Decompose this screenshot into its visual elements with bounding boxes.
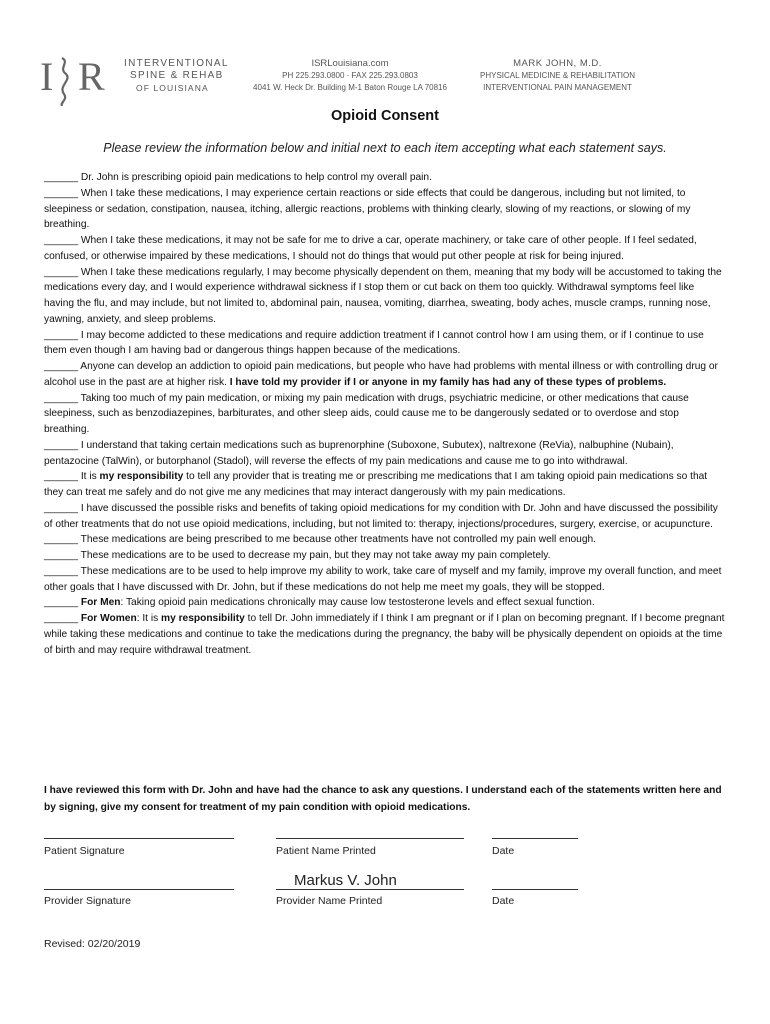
contact-block: [240, 58, 460, 94]
doctor-name: MARK JOHN, M.D.: [513, 58, 602, 69]
provider-signature-line[interactable]: [44, 889, 234, 890]
item-text: These medications are to be used to help improve my ability to work, take care of myself and my family, improve my overall function, and meet other goals that I have discussed with Dr. John, but if these medications do not help me meet my goals, they will be stopped.: [44, 565, 722, 593]
initial-blank: ______: [44, 565, 78, 577]
item-text: I may become addicted to these medications and require addiction treatment if I cannot control how I am using them, or if I continue to use them even though I am having bad or dangerous things happen because of the medications.: [44, 329, 704, 357]
date-line-1[interactable]: [492, 838, 578, 839]
consent-item: [44, 501, 726, 533]
provider-name-label: Provider Name Printed: [276, 895, 383, 907]
consent-item: [44, 186, 726, 233]
initial-blank: ______: [44, 439, 78, 451]
item-text: I have discussed the possible risks and benefits of taking opioid medications for my condition with Dr. John and have discussed the possibility of other treatments that do not use opioid medications, including, but not limited to: therapy, injections/procedures, surgery, exercise, or acupuncture.: [44, 502, 718, 530]
item-text: When I take these medications regularly, I may become physically dependent on them, meaning that my body will be accustomed to taking the medications every day, and I would experience withdrawal sickness if I stop them or cut back on them too quickly. Withdrawal symptoms feel like having the flu, and may include, but not limited to, abdominal pain, nausea, vomiting, diarrhea, sweating, body aches, muscle cramps, running nose, yawning, anxiety, and sleep problems.: [44, 266, 722, 325]
consent-item: [44, 532, 726, 548]
item-text: When I take these medications, it may not be safe for me to drive a car, operate machinery, or take care of other people. If I feel sedated, confused, or otherwise impaired by these medications, I should not do things that would put other people at risk for being injured.: [44, 235, 697, 262]
item-text: : Taking opioid pain medications chronically may cause low testosterone levels and effect sexual function.: [120, 597, 595, 609]
instructions: Please review the information below and initial next to each item accepting what each statement says.: [103, 141, 667, 155]
revised-date: Revised: 02/20/2019: [44, 938, 141, 950]
org-name: [124, 58, 229, 94]
item-text: Anyone can develop an addiction to opioid pain medications, but people who have had problems with mental illness or with controlling drug or alcohol use in the past are at higher risk.: [44, 361, 718, 388]
item-text: : It is: [136, 613, 162, 624]
date-line-2[interactable]: [492, 889, 578, 890]
date-label-1: Date: [492, 845, 515, 857]
item-text: These medications are to be used to decrease my pain, but they may not take away my pain completely.: [78, 550, 551, 561]
item-text: I understand that taking certain medications such as buprenorphine (Suboxone, Subutex), naltrexone (ReVia), nalbuphine (Nubain), pentazocine (TalWin), or butorphanol (Stadol), will reverse the effects of my pain medications and cause me to go into withdrawal.: [44, 439, 674, 467]
item-text: to tell any provider that is treating me or prescribing me medications that I am taking opioid pain medications so that they can treat me safely and do not give me any medicines that may interact dangerously with my pain medications.: [44, 471, 708, 498]
org-line-3: OF LOUISIANA: [136, 83, 209, 93]
consent-item: [44, 359, 726, 391]
item-text: Dr. John is prescribing opioid pain medications to help control my overall pain.: [78, 172, 432, 183]
page-title: Opioid Consent: [331, 108, 439, 124]
item-bold-text: I have told my provider if I or anyone in my family has had any of these types of problems.: [229, 376, 667, 388]
consent-item: [44, 595, 726, 611]
provider-name-line[interactable]: [276, 889, 464, 890]
consent-item: [44, 548, 726, 564]
agreement-statement: I have reviewed this form with Dr. John and have had the chance to ask any questions. I understand each of the statements written here and by signing, give my consent for treatment of my pain condition with opioid medications.: [44, 785, 722, 813]
patient-signature-label: Patient Signature: [44, 845, 125, 857]
logo-letter-r: R: [78, 54, 105, 99]
address: 4041 W. Heck Dr. Building M-1 Baton Rouge LA 70816: [253, 83, 447, 92]
item-text: These medications are being prescribed to me because other treatments have not controlled my pain well enough.: [78, 534, 596, 546]
patient-name-line[interactable]: [276, 838, 464, 839]
initial-blank: ______: [44, 266, 78, 278]
consent-item: [44, 469, 726, 501]
consent-item: [44, 328, 726, 360]
provider-signature-label: Provider Signature: [44, 895, 131, 907]
date-label-2: Date: [492, 895, 515, 907]
consent-item: [44, 564, 726, 596]
initial-blank: ______: [44, 361, 78, 372]
item-bold-lead: For Men: [80, 597, 121, 609]
item-text: Taking too much of my pain medication, or mixing my pain medication with drugs, psychiatric medicine, or other medications that cause sleepiness, such as benzodiazepines, barbiturates, and other sleep aids, could cause me to be dangerously sedated or to overdose and stop breathing.: [44, 392, 689, 435]
consent-item: [44, 265, 726, 328]
org-line-2: SPINE & REHAB: [130, 70, 224, 81]
initial-blank: ______: [44, 235, 78, 246]
consent-item: [44, 170, 726, 186]
consent-item: [44, 233, 726, 265]
initial-blank: ______: [44, 550, 78, 561]
initial-blank: ______: [44, 613, 78, 624]
initial-blank: ______: [44, 471, 78, 483]
initial-blank: ______: [44, 172, 78, 183]
item-bold-text: my responsibility: [161, 613, 245, 624]
item-text: to tell Dr. John immediately if I think I am pregnant or if I plan on becoming pregnant. If I become pregnant while taking these medications and continue to take the medications during the pregnancy, the baby will be physically dependent on opioids at the time of birth and may require withdrawal treatment.: [44, 613, 725, 656]
initial-blank: ______: [44, 329, 78, 341]
initial-blank: ______: [44, 392, 78, 404]
patient-signature-line[interactable]: [44, 838, 234, 839]
specialty-1: PHYSICAL MEDICINE & REHABILITATION: [480, 71, 635, 80]
org-line-1: INTERVENTIONAL: [124, 58, 229, 69]
consent-item: [44, 391, 726, 438]
specialty-2: INTERVENTIONAL PAIN MANAGEMENT: [483, 83, 632, 92]
provider-name-value: Markus V. John: [294, 872, 397, 889]
item-bold-lead: For Women: [80, 613, 137, 624]
phone-fax: PH 225.293.0800 · FAX 225.293.0803: [282, 71, 418, 80]
letterhead: [40, 52, 730, 108]
initial-blank: ______: [44, 534, 78, 546]
isr-logo: [40, 52, 112, 106]
initial-blank: ______: [44, 502, 78, 514]
doctor-block: [470, 58, 645, 94]
initial-blank: ______: [44, 187, 78, 199]
logo-letter-i: I: [40, 54, 54, 99]
consent-item: [44, 438, 726, 470]
spine-mark-icon: [62, 58, 68, 106]
consent-item: [44, 611, 726, 658]
website-link[interactable]: ISRLouisiana.com: [311, 58, 389, 69]
patient-name-label: Patient Name Printed: [276, 845, 376, 857]
initial-blank: ______: [44, 597, 78, 609]
item-text: It is: [78, 471, 100, 483]
item-text: When I take these medications, I may experience certain reactions or side effects that could be dangerous, including but not limited, to sleepiness or sedation, constipation, nausea, itching, allergic reactions, problems with thinking clearly, slowing of my reactions, or slowing of my breathing.: [44, 187, 691, 231]
consent-items: [44, 170, 726, 658]
item-bold-text: my responsibility: [99, 471, 184, 483]
